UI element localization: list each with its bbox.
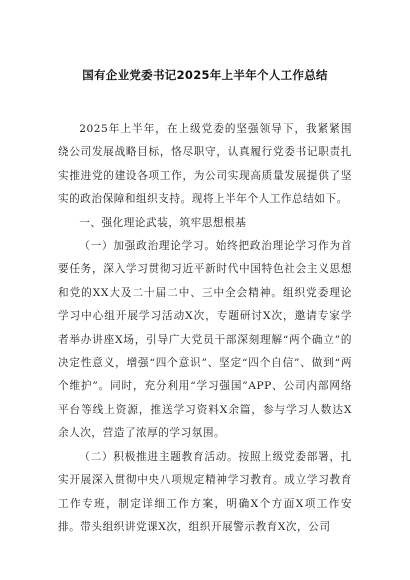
section-heading: 一、强化理论武装，筑牢思想根基: [79, 216, 247, 229]
paragraph-political-study: （一）加强政治理论学习。始终把政治理论学习作为首要任务，深入学习贯彻习近平新时代中国特色社会主义思想和党的XX大及二十届二中、三中全会精神。组织党委理论学习中心组开展学习活动X次，专题研讨X次，邀请专家学者举办讲座X场，引导广大党员干部深刻理解“两个确立”的决定性意义，增强“四个意识”、坚定“四个自信”、做到“两个维护”。同时，充分利用“学习强国”APP、公司内部网络平台等线上资源，推送学习资料X余篇，参与学习人数达X余人次，营造了浓厚的学习氛围。: [58, 240, 352, 440]
document-title: 国有企业党委书记2025年上半年个人工作总结: [82, 68, 328, 82]
intro-paragraph: 2025年上半年，在上级党委的坚强领导下，我紧紧围绕公司发展战略目标，恪尽职守，认真履行党委书记职责扎实推进党的建设各项工作，为公司实现高质量发展提供了坚实的政治保障和组织支持。现将上半年个人工作总结如下。: [58, 123, 352, 206]
paragraph-theme-education: （二）积极推进主题教育活动。按照上级党委部署，扎实开展深入贯彻中央八项规定精神学习教育。成立学习教育工作专班，制定详细工作方案，明确X个方面X项工作安排。带头组织讲党课X次，组织开展警示教育X次，公司: [58, 450, 352, 533]
document-body: [58, 118, 352, 539]
